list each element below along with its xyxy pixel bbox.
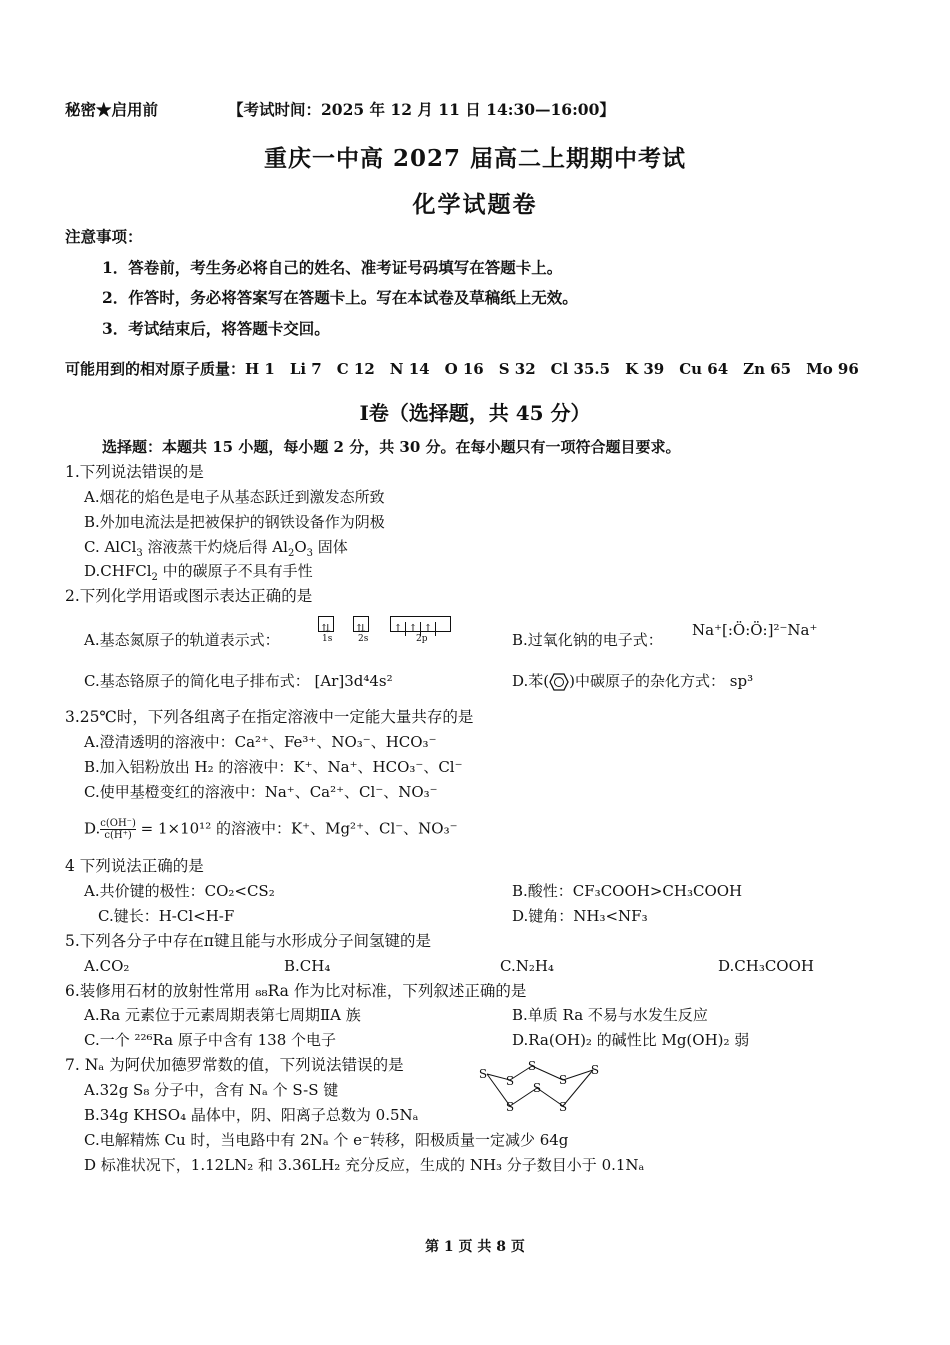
- q5-option-a: A.CO₂: [84, 957, 130, 975]
- secret-label: 秘密★启用前: [65, 100, 159, 119]
- sulfur-atom: S: [505, 1100, 515, 1114]
- section-title: Ⅰ卷（选择题，共 45 分）: [359, 401, 591, 425]
- q3-option-c: C.使甲基橙变红的溶液中：Na⁺、Ca²⁺、Cl⁻、NO₃⁻: [84, 783, 438, 801]
- s8-crown-structure: [475, 1058, 610, 1116]
- q2-option-a: A.基态氮原子的轨道表示式：: [84, 631, 280, 649]
- q1-option-c: C. AlCl$_3$ 溶液蒸干灼烧后得 $Al_2O_3$ 固体: [84, 538, 348, 559]
- q7-stem: 7. Nₐ 为阿伏加德罗常数的值，下列说法错误的是: [65, 1056, 404, 1074]
- q1-option-d: D.CHFCl$_2$ 中的碳原子不具有手性: [84, 562, 313, 583]
- q6-option-b: B.单质 Ra 不易与水发生反应: [512, 1006, 708, 1024]
- q4-option-c: C.键长：H-Cl<H-F: [98, 907, 235, 925]
- q3-option-b: B.加入铝粉放出 H₂ 的溶液中：K⁺、Na⁺、HCO₃⁻、Cl⁻: [84, 758, 463, 776]
- benzene-icon: [549, 673, 569, 691]
- sulfur-atom: S: [590, 1063, 600, 1077]
- sulfur-atom: S: [527, 1059, 537, 1073]
- q5-option-b: B.CH₄: [284, 957, 331, 975]
- q5-option-c: C.N₂H₄: [500, 957, 554, 975]
- q1-option-a: A.烟花的焰色是电子从基态跃迁到激发态所致: [84, 488, 385, 506]
- q7-option-c: C.电解精炼 Cu 时，当电路中有 2Nₐ 个 e⁻转移，阳极质量一定减少 64g: [84, 1131, 569, 1149]
- q1-option-b: B.外加电流法是把被保护的钢铁设备作为阴极: [84, 513, 385, 531]
- q5-stem: 5.下列各分子中存在π键且能与水形成分子间氢键的是: [65, 932, 431, 950]
- ion-ratio-fraction: $\frac{c(OH^-)}{c(H^+)}$: [100, 818, 136, 841]
- note-item: 1．答卷前，考生务必将自己的姓名、准考证号码填写在答题卡上。: [102, 258, 563, 277]
- q3-option-a: A.澄清透明的溶液中：Ca²⁺、Fe³⁺、NO₃⁻、HCO₃⁻: [84, 733, 437, 751]
- q6-option-c: C.一个 ²²⁶Ra 原子中含有 138 个电子: [84, 1031, 337, 1049]
- sulfur-atom: S: [505, 1074, 515, 1088]
- sodium-peroxide-formula: Na⁺[:Ö:Ö:]²⁻Na⁺: [692, 621, 818, 639]
- sulfur-atom: S: [558, 1073, 568, 1087]
- q6-option-d: D.Ra(OH)₂ 的碱性比 Mg(OH)₂ 弱: [512, 1031, 750, 1049]
- sulfur-atom: S: [558, 1100, 568, 1114]
- q2-option-b: B.过氧化钠的电子式：: [512, 631, 663, 649]
- q6-stem: 6.装修用石材的放射性常用 ₈₈Ra 作为比对标准，下列叙述正确的是: [65, 982, 527, 1000]
- sulfur-atom: S: [532, 1081, 542, 1095]
- q4-option-d: D.键角：NH₃<NF₃: [512, 907, 648, 925]
- section-instruction: 选择题：本题共 15 小题，每小题 2 分，共 30 分。在每小题只有一项符合题目要求。: [102, 438, 681, 456]
- exam-time: 【考试时间：2025 年 12 月 11 日 14:30—16:00】: [228, 100, 615, 119]
- sulfur-atom: S: [478, 1067, 488, 1081]
- exam-subtitle: 化学试题卷: [412, 191, 538, 218]
- q4-option-b: B.酸性：CF₃COOH>CH₃COOH: [512, 882, 743, 900]
- q2-stem: 2.下列化学用语或图示表达正确的是: [65, 587, 313, 605]
- q7-option-a: A.32g S₈ 分子中，含有 Nₐ 个 S-S 键: [84, 1081, 339, 1099]
- q3-option-d: D. $\frac{c(OH^-)}{c(H^+)} = 1\times 10^{12}$ 的溶液中：K⁺、Mg²⁺、Cl⁻、NO₃⁻: [84, 818, 458, 841]
- q7-option-d: D 标准状况下，1.12LN₂ 和 3.36LH₂ 充分反应，生成的 NH₃ 分子数目小于 0.1Nₐ: [84, 1156, 645, 1174]
- q3-stem: 3.25℃时，下列各组离子在指定溶液中一定能大量共存的是: [65, 708, 474, 726]
- q6-option-a: A.Ra 元素位于元素周期表第七周期ⅡA 族: [84, 1006, 361, 1024]
- page-number: 第 1 页 共 8 页: [425, 1239, 525, 1255]
- notes-heading: 注意事项：: [65, 227, 143, 246]
- q2-option-c: C.基态铬原子的简化电子排布式： [Ar]3d⁴4s²: [84, 672, 393, 690]
- q5-option-d: D.CH₃COOH: [718, 957, 814, 975]
- q7-option-b: B.34g KHSO₄ 晶体中，阴、阳离子总数为 0.5Nₐ: [84, 1106, 419, 1124]
- note-item: 3．考试结束后，将答题卡交回。: [102, 319, 330, 338]
- note-item: 2．作答时，务必将答案写在答题卡上。写在本试卷及草稿纸上无效。: [102, 288, 578, 307]
- q4-option-a: A.共价键的极性：CO₂<CS₂: [84, 882, 275, 900]
- q4-stem: 4 下列说法正确的是: [65, 857, 204, 875]
- exam-title: 重庆一中高 2027 届高二上期期中考试: [263, 145, 687, 172]
- atomic-masses: 可能用到的相对原子质量：H 1 Li 7 C 12 N 14 O 16 S 32 Cl 35.5 K 39 Cu 64 Zn 65 Mo 96: [65, 360, 859, 378]
- q1-stem: 1.下列说法错误的是: [65, 463, 204, 481]
- q2-option-d: D.苯( )中碳原子的杂化方式： sp³: [512, 672, 754, 690]
- nitrogen-orbital-diagram: ⇅ ⇅ ↑ ↑ ↑ 1s 2s 2p: [318, 616, 463, 648]
